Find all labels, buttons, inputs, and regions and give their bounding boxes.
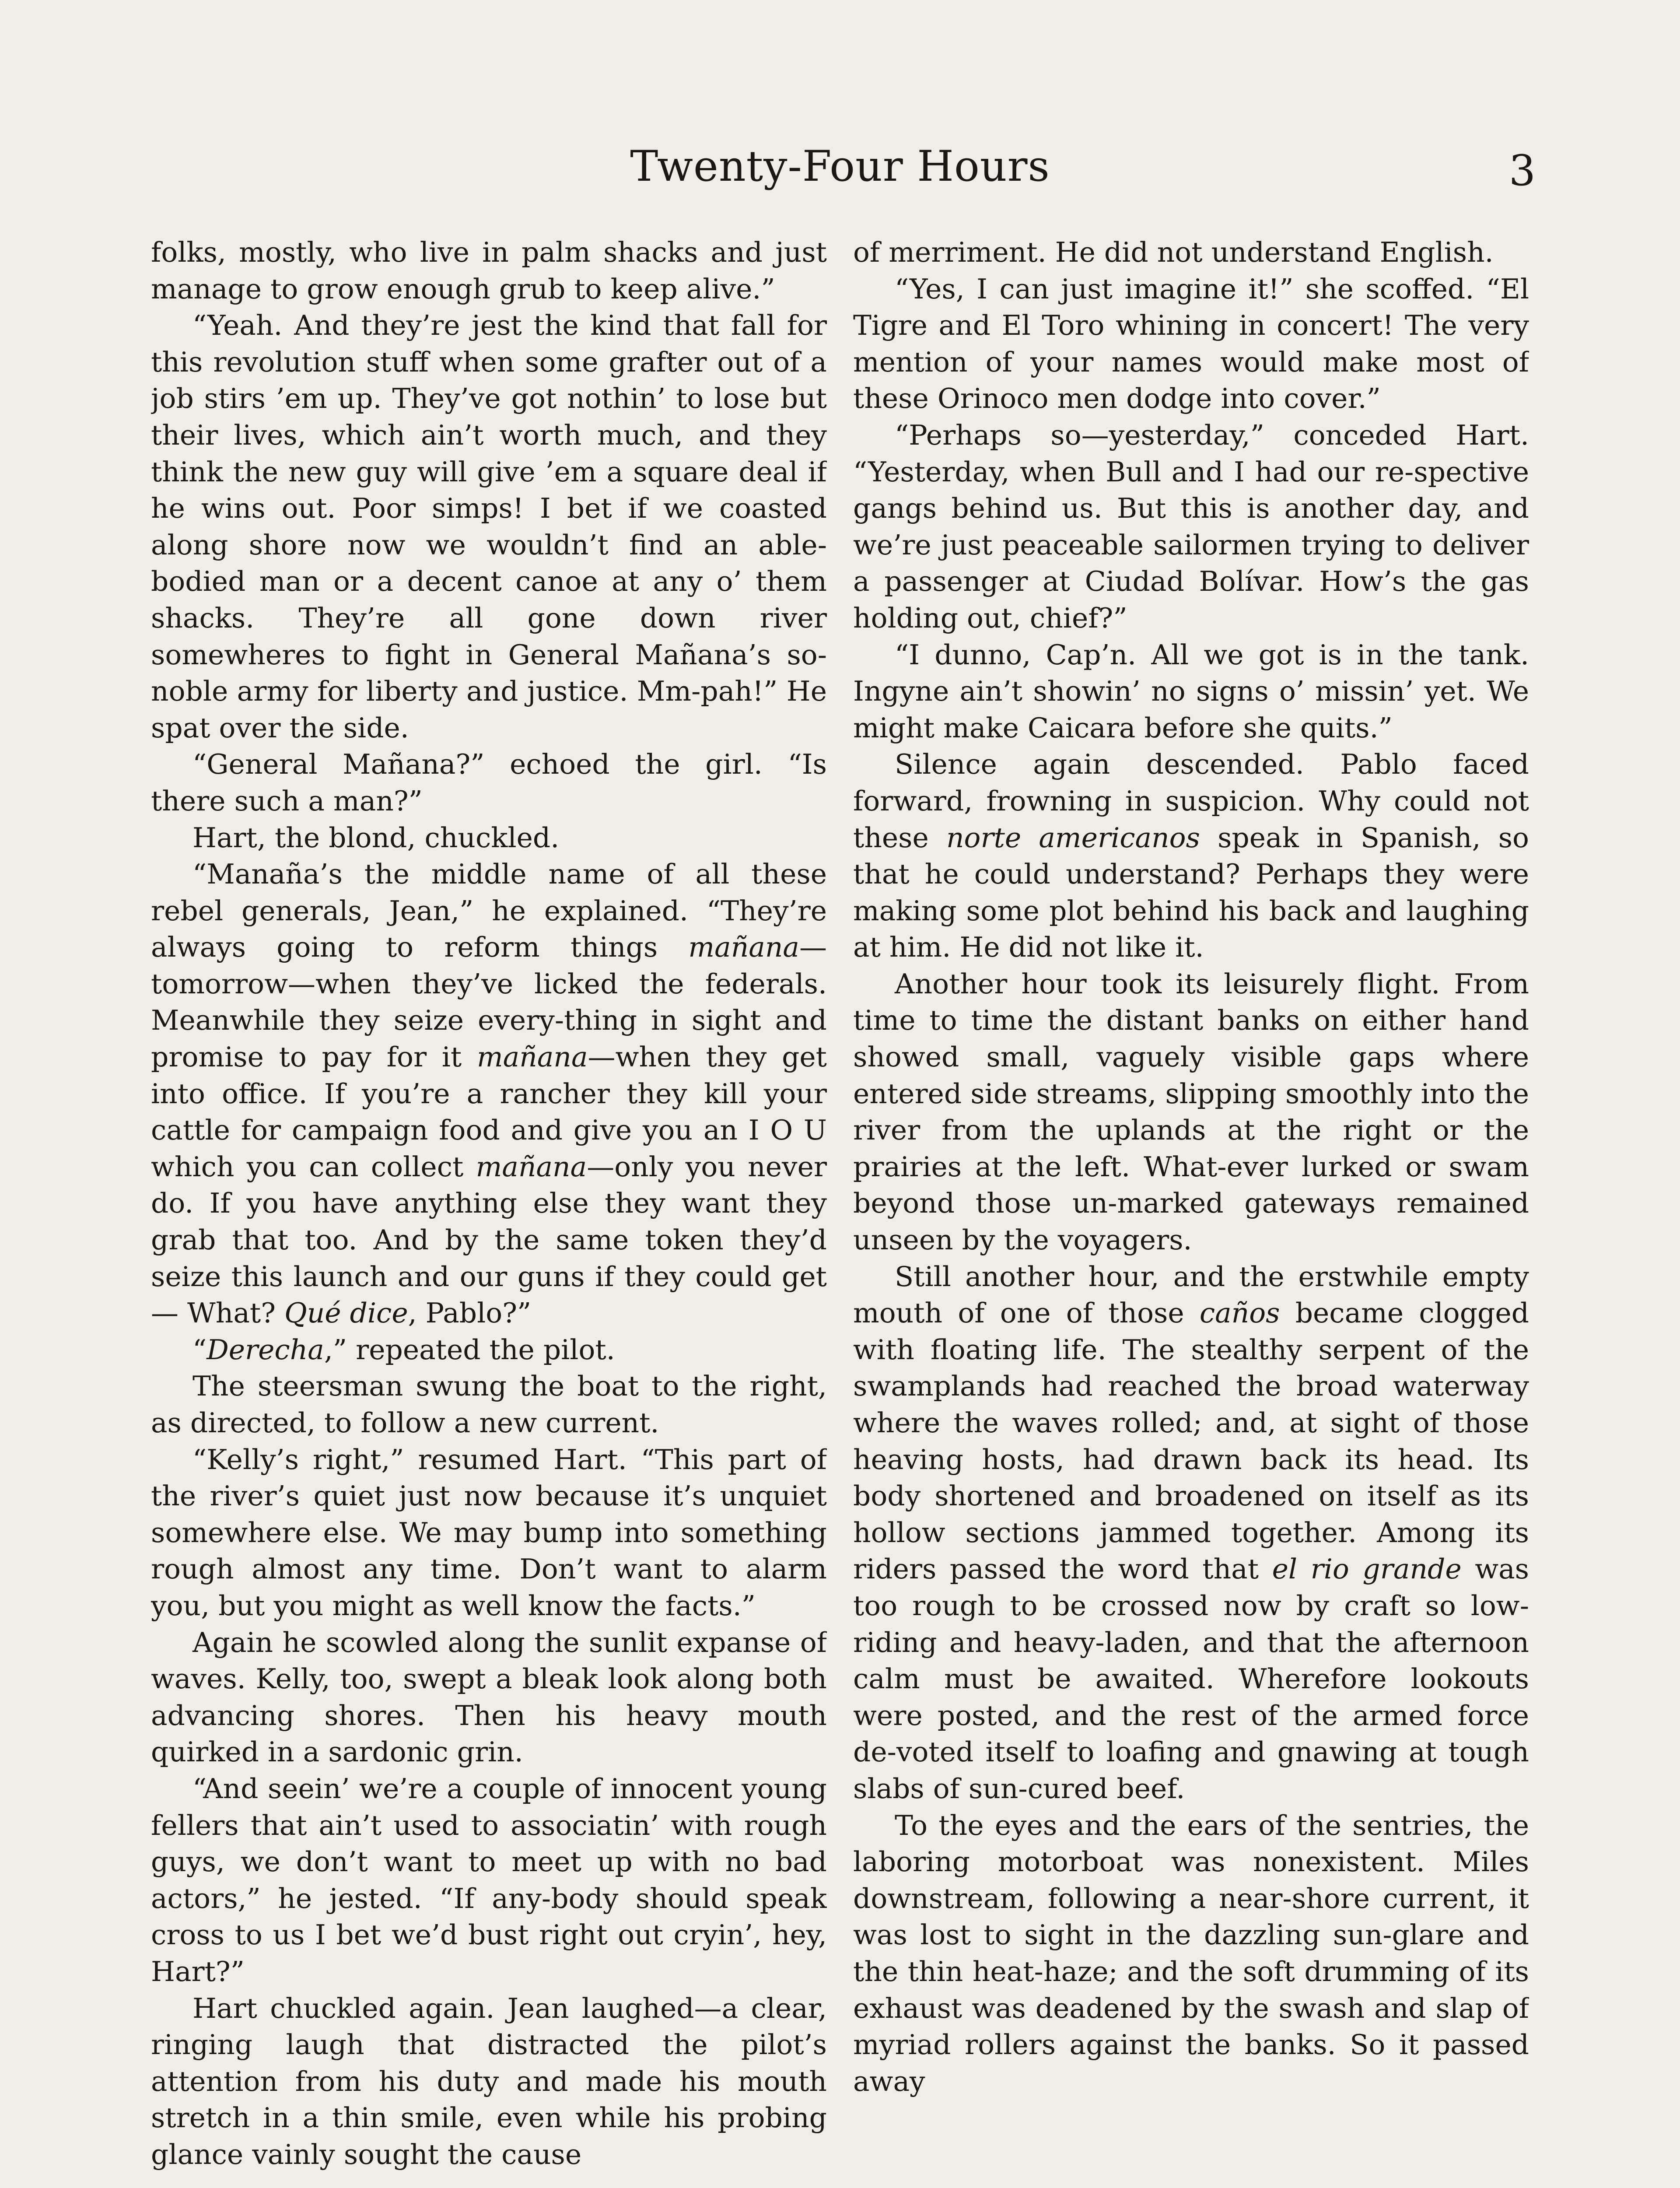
right-column	[853, 234, 1529, 2188]
text-run: “And seein’ we’re a couple of innocent young fellers that ain’t used to associatin’ with rough guys, we don’t want to meet up with no bad actors,” he jested. “If any-body should speak cross to us I bet we’d bust right out cryin’, hey, Hart?”	[151, 1772, 827, 1988]
text-run: —tomorrow—when they’ve licked the federals. Meanwhile they seize every-thing in sight and promise to pay for it	[151, 931, 827, 1073]
text-run: The steersman swung the boat to the right, as directed, to follow a new current.	[151, 1370, 827, 1439]
paragraph	[151, 1990, 827, 2173]
text-run: of merriment. He did not understand English.	[853, 236, 1494, 268]
text-run: became clogged with floating life. The stealthy serpent of the swamplands had reached the broad waterway where the waves rolled; and, at sight of those heaving hosts, had drawn back its head. Its body shortened and broadened on itself as its hollow sections jammed together. Among its riders passed the word that	[853, 1297, 1529, 1585]
page-header	[144, 131, 1536, 219]
left-column	[151, 234, 827, 2188]
paragraph	[853, 746, 1529, 966]
page-number: 3	[1508, 146, 1536, 195]
paragraph	[853, 271, 1529, 417]
paragraph	[151, 1332, 827, 1368]
italic-text: Qué dice	[284, 1297, 408, 1329]
text-run: Still another hour, and the erstwhile empty mouth of one of those	[853, 1260, 1529, 1329]
italic-text: caños	[1199, 1297, 1280, 1329]
italic-text: mañana	[476, 1041, 588, 1073]
paragraph	[853, 1807, 1529, 2100]
text-run: Again he scowled along the sunlit expanse of waves. Kelly, too, swept a bleak look along both advancing shores. Then his heavy mouth quirked in a sardonic grin.	[151, 1626, 827, 1768]
text-run: “	[192, 1333, 207, 1366]
continued-paragraph	[853, 234, 1529, 271]
paragraph	[151, 307, 827, 746]
text-run: folks, mostly, who live in palm shacks and just manage to grow enough grub to keep alive.”	[151, 236, 827, 305]
paragraph	[151, 820, 827, 856]
text-run: speak in Spanish, so that he could understand? Perhaps they were making some plot behind his back and laughing at him. He did not like it.	[853, 821, 1529, 964]
text-run: , Pablo?”	[408, 1297, 532, 1329]
text-run: Hart chuckled again. Jean laughed—a clear, ringing laugh that distracted the pilot’s attention from his duty and made his mouth stretch in a thin smile, even while his probing glance vainly sought the cause	[151, 1992, 827, 2170]
italic-text: mañana	[688, 931, 799, 964]
italic-text: mañana	[476, 1150, 587, 1183]
text-run: “Kelly’s right,” resumed Hart. “This part of the river’s quiet just now because it’s unquiet somewhere else. We may bump into something rough almost any time. Don’t want to alarm you, but you might as well know the facts.”	[151, 1443, 827, 1622]
paragraph	[853, 966, 1529, 1259]
paragraph	[151, 1771, 827, 1990]
text-run: Another hour took its leisurely flight. From time to time the distant banks on either hand showed small, vaguely visible gaps where entered side streams, slipping smoothly into the river from the uplands at the right or the prairies at the left. What-ever lurked or swam beyond those un-marked gateways remained unseen by the voyagers.	[853, 968, 1529, 1256]
paragraph	[853, 417, 1529, 637]
paragraph	[151, 1624, 827, 1771]
text-run: was too rough to be crossed now by craft so low-riding and heavy-laden, and that the afternoon calm must be awaited. Wherefore lookouts were posted, and the rest of the armed force de-voted itself to loafing and gnawing at tough slabs of sun-cured beef.	[853, 1553, 1529, 1805]
text-run: —only you never do. If you have anything else they want they grab that too. And by the same token they’d seize this launch and our guns if they could get— What?	[151, 1150, 827, 1329]
running-title: Twenty-Four Hours	[630, 142, 1050, 191]
continued-paragraph	[151, 234, 827, 307]
text-run: ,” repeated the pilot.	[324, 1333, 615, 1366]
text-run: Hart, the blond, chuckled.	[192, 821, 560, 854]
paragraph	[151, 856, 827, 1332]
text-run: “Manaña’s the middle name of all these rebel generals, Jean,” he explained. “They’re always going to reform things	[151, 858, 827, 964]
paragraph	[151, 746, 827, 819]
text-run: —when they get into office. If you’re a rancher they kill your cattle for campaign food and give you an I O U which you can collect	[151, 1041, 827, 1183]
text-run: “I dunno, Cap’n. All we got is in the tank. Ingyne ain’t showin’ no signs o’ missin’ yet. We might make Caicara before she quits.”	[853, 638, 1529, 744]
text-run: “Perhaps so—yesterday,” conceded Hart. “Yesterday, when Bull and I had our re-spective gangs behind us. But this is another day, and we’re just peaceable sailormen trying to deliver a passenger at Ciudad Bolívar. How’s the gas holding out, chief?”	[853, 419, 1529, 634]
italic-text: el rio grande	[1272, 1553, 1462, 1585]
paragraph	[853, 637, 1529, 747]
paragraph	[853, 1259, 1529, 1807]
text-run: Silence again descended. Pablo faced forward, frowning in suspicion. Why could not these	[853, 748, 1529, 854]
text-run: “Yeah. And they’re jest the kind that fall for this revolution stuff when some grafter out of a job stirs ’em up. They’ve got nothin’ to lose but their lives, which ain’t worth much, and they think the new guy will give ’em a square deal if he wins out. Poor simps! I bet if we coasted along shore now we wouldn’t find an able-bodied man or a decent canoe at any o’ them shacks. They’re all gone down river somewheres to fight in General Mañana’s so-noble army for liberty and justice. Mm-pah!” He spat over the side.	[151, 309, 827, 744]
italic-text: Derecha	[206, 1333, 324, 1366]
text-run: “General Mañana?” echoed the girl. “Is there such a man?”	[151, 748, 827, 817]
text-columns	[151, 234, 1529, 2188]
paragraph	[151, 1368, 827, 1441]
paragraph	[151, 1441, 827, 1624]
italic-text: norte americanos	[946, 821, 1200, 854]
text-run: “Yes, I can just imagine it!” she scoffed. “El Tigre and El Toro whining in concert! The very mention of your names would make most of these Orinoco men dodge into cover.”	[853, 273, 1529, 415]
text-run: To the eyes and the ears of the sentries, the laboring motorboat was nonexistent. Miles downstream, following a near-shore current, it was lost to sight in the dazzling sun-glare and the thin heat-haze; and the soft drumming of its exhaust was deadened by the swash and slap of myriad rollers against the banks. So it passed away	[853, 1809, 1529, 2097]
